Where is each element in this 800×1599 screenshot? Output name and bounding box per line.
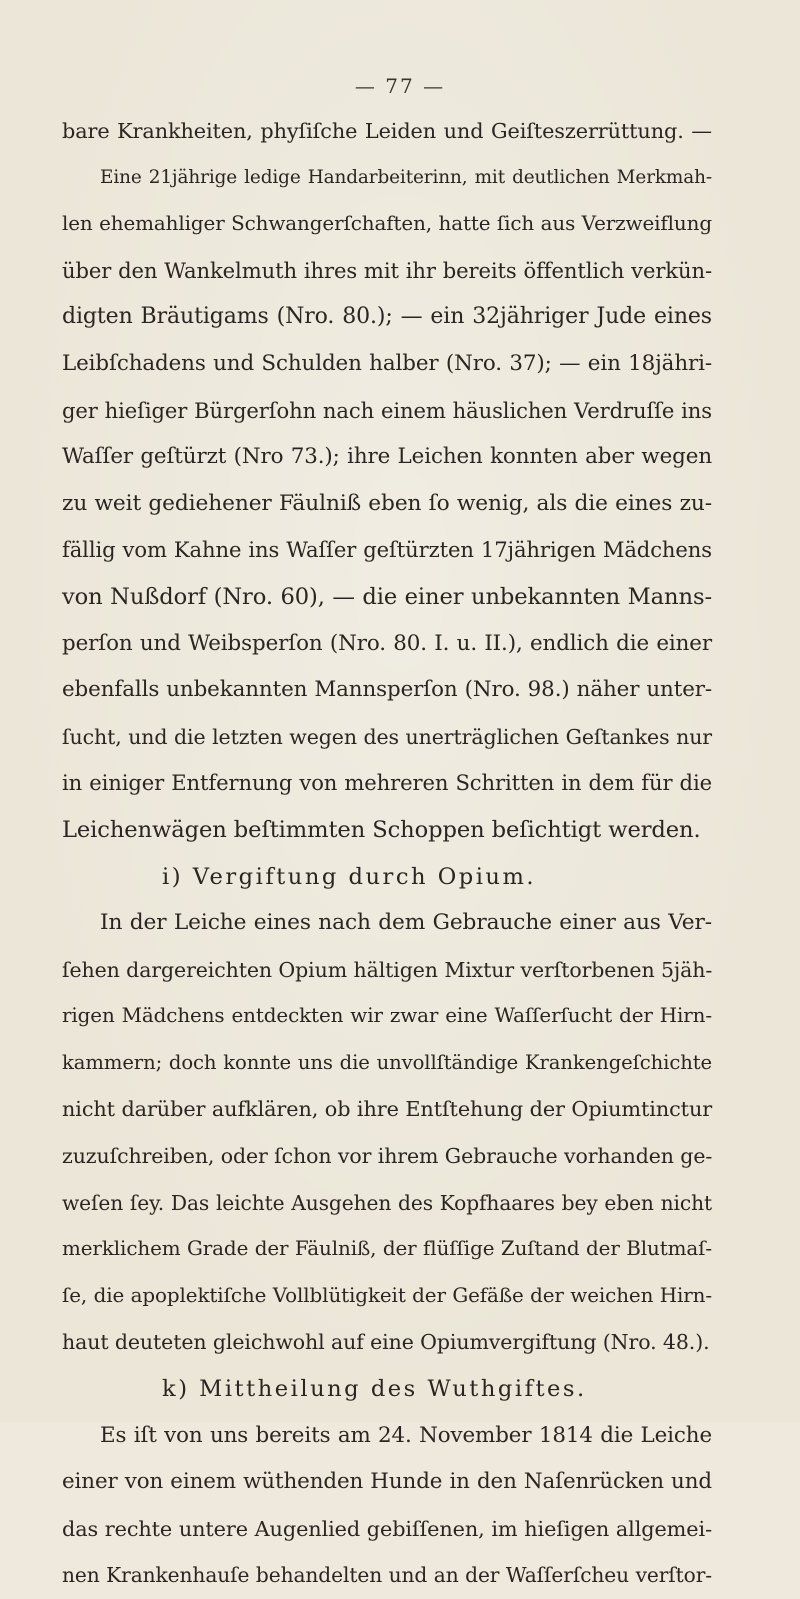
text-line: perſon und Weibsperſon (Nro. 80. I. u. II.), endlich die einer	[62, 630, 712, 656]
text-line: len ehemahliger Schwangerſchaften, hatte ſich aus Verzweiflung	[62, 212, 712, 236]
text-line: Leichenwägen beſtimmten Schoppen beſichtigt werden.	[62, 816, 701, 843]
text-line: ger hieſiger Bürgerſohn nach einem häuslichen Verdruſſe ins	[62, 397, 712, 423]
text-line: nen Krankenhauſe behandelten und an der Waſſerſcheu verſtor-	[62, 1563, 712, 1588]
text-line: Es iſt von uns bereits am 24. November 1814 die Leiche	[100, 1422, 712, 1448]
text-line: Leibſchadens und Schulden halber (Nro. 37); — ein 18jähri-	[62, 350, 712, 376]
text-line: digten Bräutigams (Nro. 80.); — ein 32jähriger Jude eines	[62, 304, 712, 330]
text-line: kammern; doch konnte uns die unvollſtändige Krankengeſchichte	[62, 1050, 712, 1074]
text-line: haut deuteten gleichwohl auf eine Opiumvergiftung (Nro. 48.).	[62, 1330, 710, 1355]
text-line: bare Krankheiten, phyſiſche Leiden und Geiſteszerrüttung. —	[62, 119, 712, 143]
text-line: rigen Mädchens entdeckten wir zwar eine Waſſerſucht der Hirn-	[62, 1004, 712, 1028]
page-number: — 77 —	[354, 74, 446, 98]
text-line: in einiger Entfernung von mehreren Schritten in dem für die	[62, 770, 712, 796]
text-line: zu weit gediehener Fäulniß eben ſo wenig, als die eines zu-	[62, 490, 712, 516]
text-line: In der Leiche eines nach dem Gebrauche einer aus Ver-	[100, 910, 712, 936]
text-line: weſen ſey. Das leichte Ausgehen des Kopfhaares bey eben nicht	[62, 1190, 712, 1215]
text-line: Eine 21jährige ledige Handarbeiterinn, mit deutlichen Merkmah-	[100, 166, 712, 188]
text-line: nicht darüber aufklären, ob ihre Entſtehung der Opiumtinctur	[62, 1097, 713, 1122]
section-heading-k: k) Mittheilung des Wuthgiftes.	[162, 1376, 587, 1403]
body-text	[62, 108, 712, 1599]
text-line: ſehen dargereichten Opium hältigen Mixtur verſtorbenen 5jäh-	[62, 957, 713, 982]
text-line: das rechte untere Augenlied gebiſſenen, im hieſigen allgemei-	[62, 1516, 712, 1541]
text-line: ebenfalls unbekannten Mannsperſon (Nro. 98.) näher unter-	[62, 677, 712, 703]
text-line: merklichem Grade der Fäulniß, der flüſſige Zuſtand der Blutmaſ-	[62, 1237, 712, 1261]
text-line: über den Wankelmuth ihres mit ihr bereits öffentlich verkün-	[62, 257, 712, 283]
text-line: von Nußdorf (Nro. 60), — die einer unbekannten Manns-	[62, 583, 712, 610]
text-line: ſe, die apoplektiſche Vollblütigkeit der Gefäße der weichen Hirn-	[62, 1283, 712, 1307]
text-line: ſucht, und die letzten wegen des unerträglichen Geſtankes nur	[62, 724, 712, 749]
text-line: einer von einem wüthenden Hunde in den Naſenrücken und	[62, 1469, 712, 1495]
text-line: zuzuſchreiben, oder ſchon vor ihrem Gebrauche vorhanden ge-	[62, 1144, 713, 1169]
section-heading-i: i) Vergiftung durch Opium.	[162, 863, 537, 890]
text-line: fällig vom Kahne ins Waſſer geſtürzten 17jährigen Mädchens	[62, 537, 712, 563]
text-line: Waſſer geſtürzt (Nro 73.); ihre Leichen konnten aber wegen	[62, 444, 712, 470]
